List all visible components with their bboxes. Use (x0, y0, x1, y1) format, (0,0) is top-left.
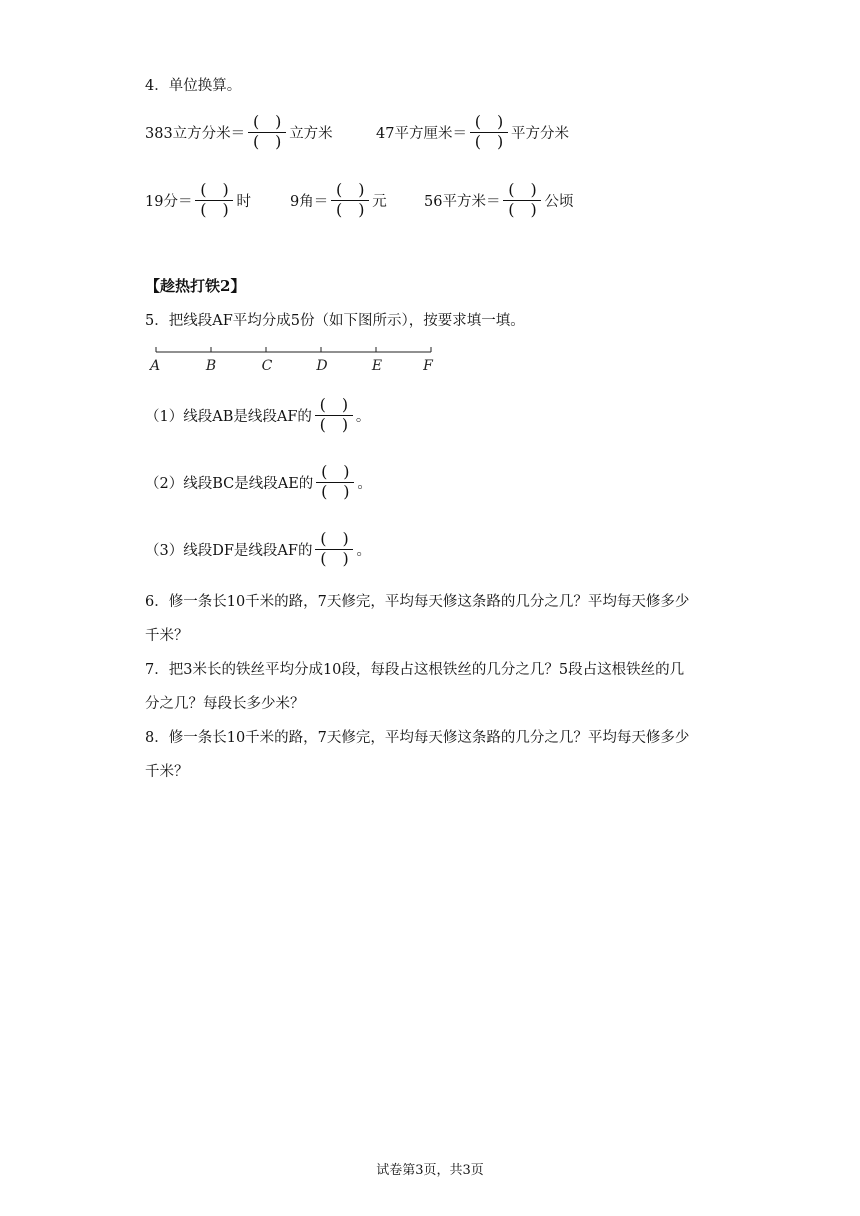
q4-prefix: 19分＝ (145, 193, 193, 210)
q4-suffix: 元 (372, 193, 387, 210)
q4-row1-item1 (145, 112, 333, 152)
q5-item-end: 。 (355, 408, 371, 425)
point-label-b: B (205, 358, 217, 374)
point-label-a: A (149, 358, 161, 374)
q5-title: 5．把线段AF平均分成5份（如下图所示），按要求填一填。 (145, 313, 525, 329)
q4-suffix: 时 (236, 193, 251, 210)
section-heading: 【趁热打铁2】 (145, 277, 246, 295)
q5-item1 (145, 395, 370, 435)
fraction-blank[interactable]: $\frac{( )}{( )}$ (246, 112, 288, 152)
q4-title: 4．单位换算。 (145, 78, 242, 94)
q5-item-text: （2）线段BC是线段AE的 (145, 475, 314, 492)
q4-row2-item2 (290, 180, 387, 220)
q4-prefix: 47平方厘米＝ (376, 125, 467, 142)
fraction-blank[interactable]: $\frac{( )}{( )}$ (468, 112, 510, 152)
q4-prefix: 56平方米＝ (424, 193, 501, 210)
q8-line2: 千米？ (145, 764, 189, 780)
q5-item-end: 。 (357, 475, 372, 492)
fraction-blank[interactable]: $\frac{( )}{( )}$ (313, 529, 355, 569)
q4-suffix: 平方分米 (510, 125, 569, 142)
q5-item-text: （3）线段DF是线段AF的 (145, 542, 313, 559)
point-label-c: C (261, 358, 273, 374)
q8-line1: 8．修一条长10千米的路，7天修完，平均每天修这条路的几分之几？平均每天修多少 (145, 730, 690, 746)
segment-diagram (145, 342, 445, 376)
fraction-blank[interactable]: $\frac{( )}{( )}$ (193, 180, 235, 220)
q7-line1: 7．把3米长的铁丝平均分成10段，每段占这根铁丝的几分之几？5段占这根铁丝的几 (145, 662, 685, 678)
fraction-blank[interactable]: $\frac{( )}{( )}$ (314, 462, 356, 502)
q4-suffix: 立方米 (289, 125, 333, 142)
q4-row1-item2 (376, 112, 569, 152)
point-label-e: E (371, 358, 383, 374)
q5-item3 (145, 529, 371, 569)
point-label-f: F (423, 358, 433, 374)
q4-suffix: 公顷 (544, 193, 574, 210)
q4-row2-item1 (145, 180, 251, 220)
q4-row2-item3 (424, 180, 573, 220)
q5-item2 (145, 462, 372, 502)
q6-line1: 6．修一条长10千米的路，7天修完，平均每天修这条路的几分之几？平均每天修多少 (145, 594, 690, 610)
q4-prefix: 383立方分米＝ (145, 125, 246, 142)
fraction-blank[interactable]: $\frac{( )}{( )}$ (313, 395, 355, 435)
page-footer: 试卷第3页，共3页 (376, 1163, 484, 1178)
q6-line2: 千米？ (145, 628, 189, 644)
fraction-blank[interactable]: $\frac{( )}{( )}$ (501, 180, 543, 220)
point-label-d: D (316, 358, 328, 374)
q4-prefix: 9角＝ (290, 193, 329, 210)
q7-line2: 分之几？每段长多少米？ (145, 696, 305, 712)
fraction-blank[interactable]: $\frac{( )}{( )}$ (329, 180, 371, 220)
q5-item-end: 。 (356, 542, 371, 559)
q5-item-text: （1）线段AB是线段AF的 (145, 408, 312, 425)
